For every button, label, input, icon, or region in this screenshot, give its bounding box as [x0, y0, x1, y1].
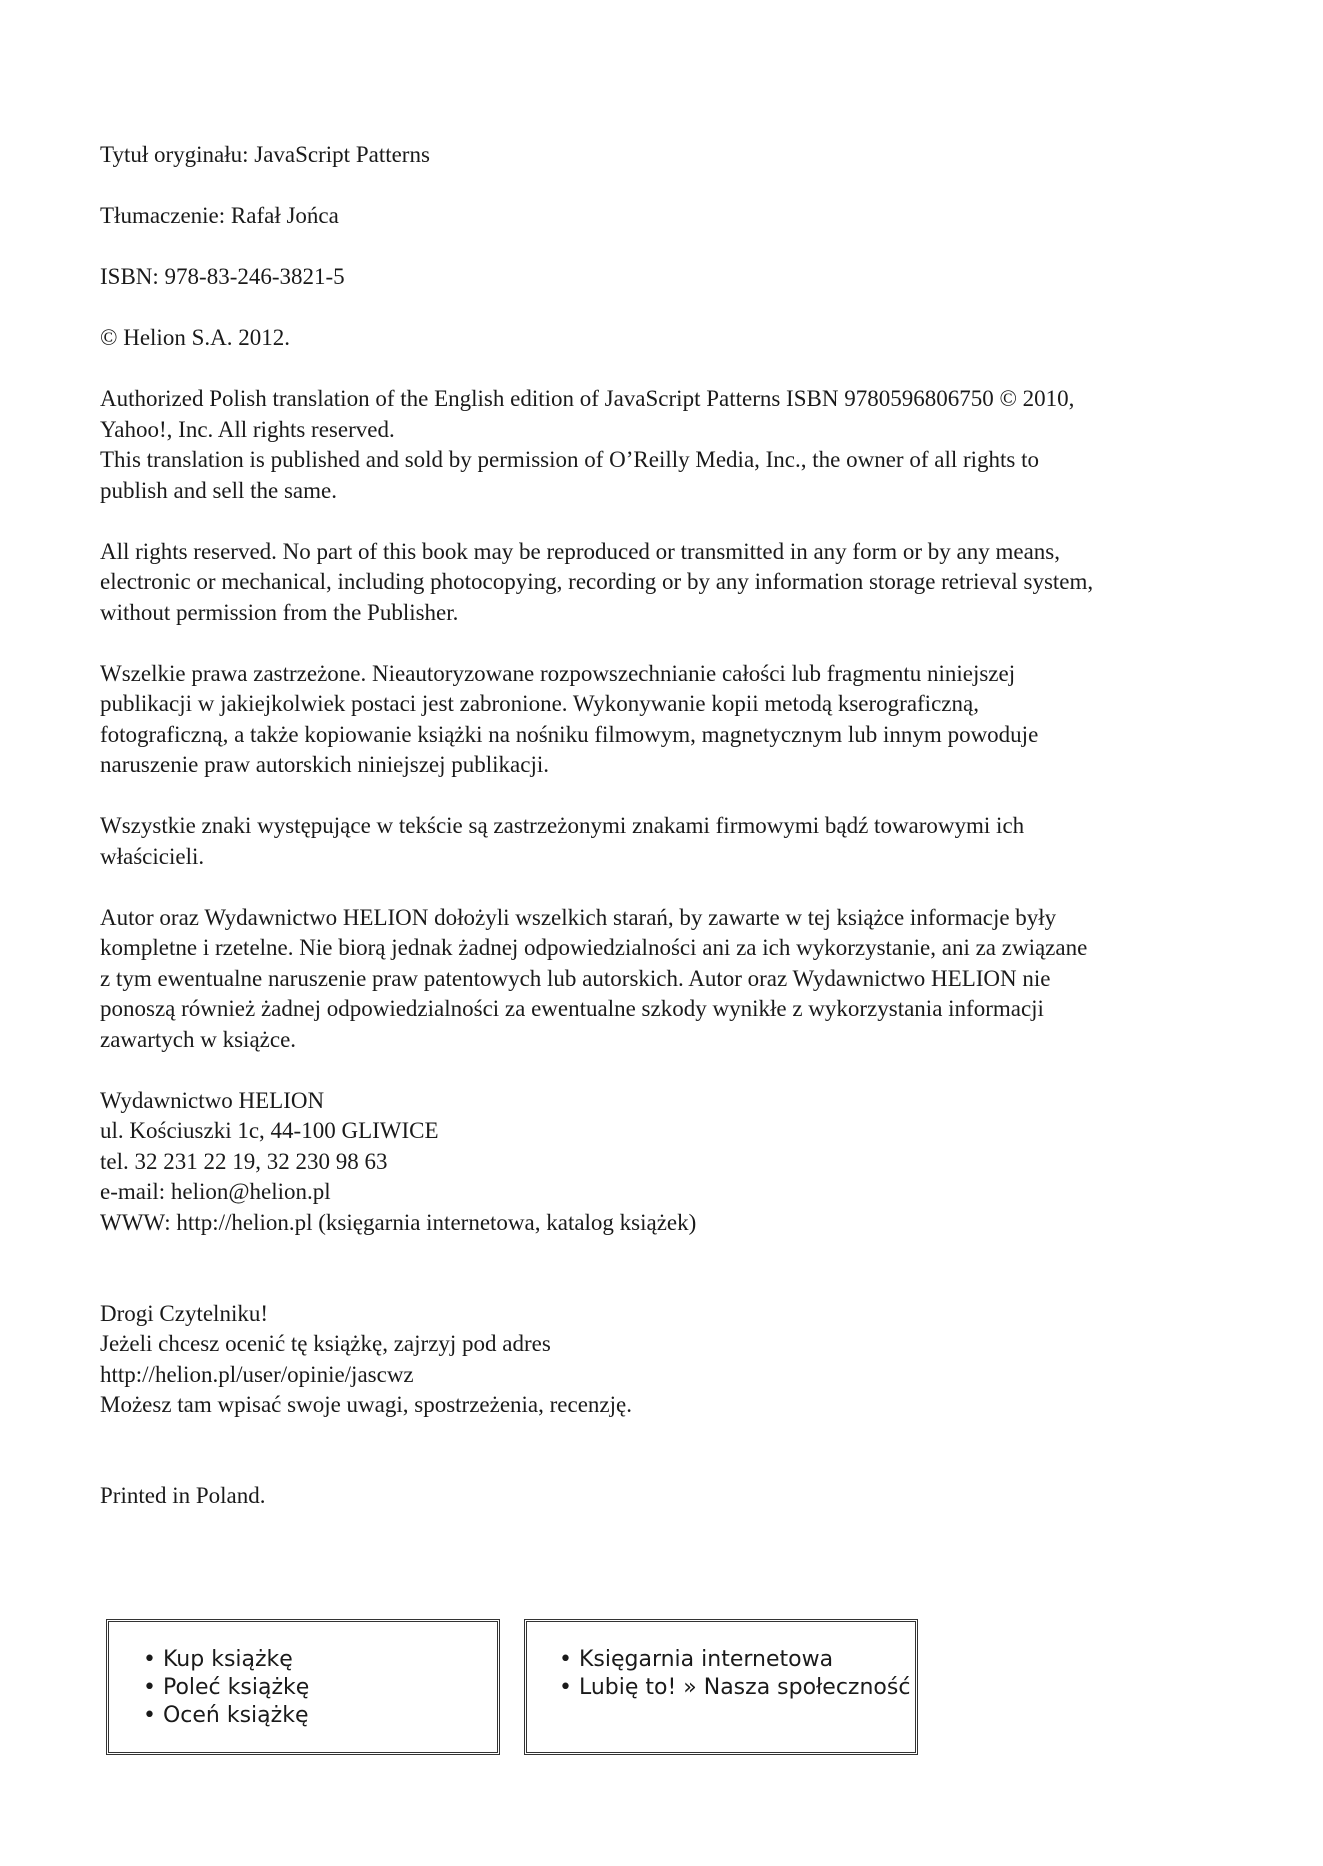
text-line: naruszenie praw autorskich niniejszej publikacji.	[100, 752, 549, 777]
text-line: This translation is published and sold by permission of O’Reilly Media, Inc., the owner of all rights to	[100, 447, 1040, 472]
text-line: without permission from the Publisher.	[100, 599, 459, 625]
text-line: Możesz tam wpisać swoje uwagi, spostrzeżenia, recenzję.	[100, 1392, 632, 1417]
publisher-address	[100, 1086, 1230, 1239]
community-box	[524, 1619, 918, 1755]
community-link[interactable]: • Lubię to! » Nasza społeczność	[559, 1675, 911, 1700]
text-line: z tym ewentualne naruszenie praw patentowych lub autorskich. Autor oraz Wydawnictwo HELION nie	[100, 965, 1051, 991]
text-line: kompletne i rzetelne. Nie biorą jednak żadnej odpowiedzialności ani za ich wykorzystanie, ani za związane	[100, 935, 1088, 960]
rights-notice-polish	[100, 659, 1230, 781]
printed-in: Printed in Poland.	[100, 1483, 266, 1508]
publisher-phone: tel. 32 231 22 19, 32 230 98 63	[100, 1148, 388, 1174]
spacer	[100, 1451, 1230, 1481]
text-line: zawartych w książce.	[100, 1026, 297, 1052]
text-line: właścicieli.	[100, 843, 205, 869]
translator: Tłumaczenie: Rafał Jońca	[100, 203, 339, 228]
rate-book-link[interactable]: • Oceń książkę	[143, 1703, 309, 1728]
text-line: fotograficzną, a także kopiowanie książki na nośniku filmowym, magnetycznym lub innym powoduje	[100, 721, 1039, 747]
text-line: Autor oraz Wydawnictwo HELION dołożyli wszelkich starań, by zawarte w tej książce informacje były	[100, 904, 1057, 930]
isbn: ISBN: 978-83-246-3821-5	[100, 264, 345, 289]
text-line: Authorized Polish translation of the English edition of JavaScript Patterns ISBN 9780596806750 © 2010,	[100, 386, 1075, 411]
text-line: publikacji w jakiejkolwiek postaci jest zabronione. Wykonywanie kopii metodą kserograficzną,	[100, 691, 979, 716]
text-line: publish and sell the same.	[100, 477, 337, 503]
text-line: All rights reserved. No part of this book may be reproduced or transmitted in any form or by any means,	[100, 538, 1061, 564]
original-title: Tytuł oryginału: JavaScript Patterns	[100, 142, 430, 167]
buy-book-link[interactable]: • Kup książkę	[143, 1647, 293, 1672]
rights-notice-english	[100, 537, 1230, 629]
text-line: electronic or mechanical, including photocopying, recording or by any information storage retrieval system,	[100, 569, 1094, 594]
publisher-name: Wydawnictwo HELION	[100, 1087, 325, 1113]
text-line: Wszelkie prawa zastrzeżone. Nieautoryzowane rozpowszechnianie całości lub fragmentu niniejszej	[100, 660, 1016, 686]
copyright: © Helion S.A. 2012.	[100, 325, 290, 350]
publisher-street: ul. Kościuszki 1c, 44-100 GLIWICE	[100, 1118, 439, 1143]
review-url: http://helion.pl/user/opinie/jascwz	[100, 1361, 414, 1387]
text-line: Jeżeli chcesz ocenić tę książkę, zajrzyj pod adres	[100, 1331, 551, 1356]
authorized-translation-notice	[100, 384, 1230, 506]
text-line: Wszystkie znaki występujące w tekście są zastrzeżonymi znakami firmowymi bądź towarowymi ich	[100, 813, 1025, 838]
trademarks-notice	[100, 811, 1230, 872]
book-actions-box	[106, 1619, 500, 1755]
text-line: Yahoo!, Inc. All rights reserved.	[100, 416, 395, 442]
publisher-www: WWW: http://helion.pl (księgarnia internetowa, katalog książek)	[100, 1209, 697, 1235]
recommend-book-link[interactable]: • Poleć książkę	[143, 1675, 310, 1700]
text-line: ponoszą również żadnej odpowiedzialności za ewentualne szkody wynikłe z wykorzystania informacji	[100, 996, 1044, 1021]
bookstore-link[interactable]: • Księgarnia internetowa	[559, 1647, 834, 1672]
text-line: Drogi Czytelniku!	[100, 1300, 268, 1326]
colophon-page	[100, 140, 1230, 1542]
publisher-email: e-mail: helion@helion.pl	[100, 1179, 331, 1204]
reader-note	[100, 1299, 1230, 1421]
liability-notice	[100, 903, 1230, 1056]
spacer	[100, 1269, 1230, 1299]
